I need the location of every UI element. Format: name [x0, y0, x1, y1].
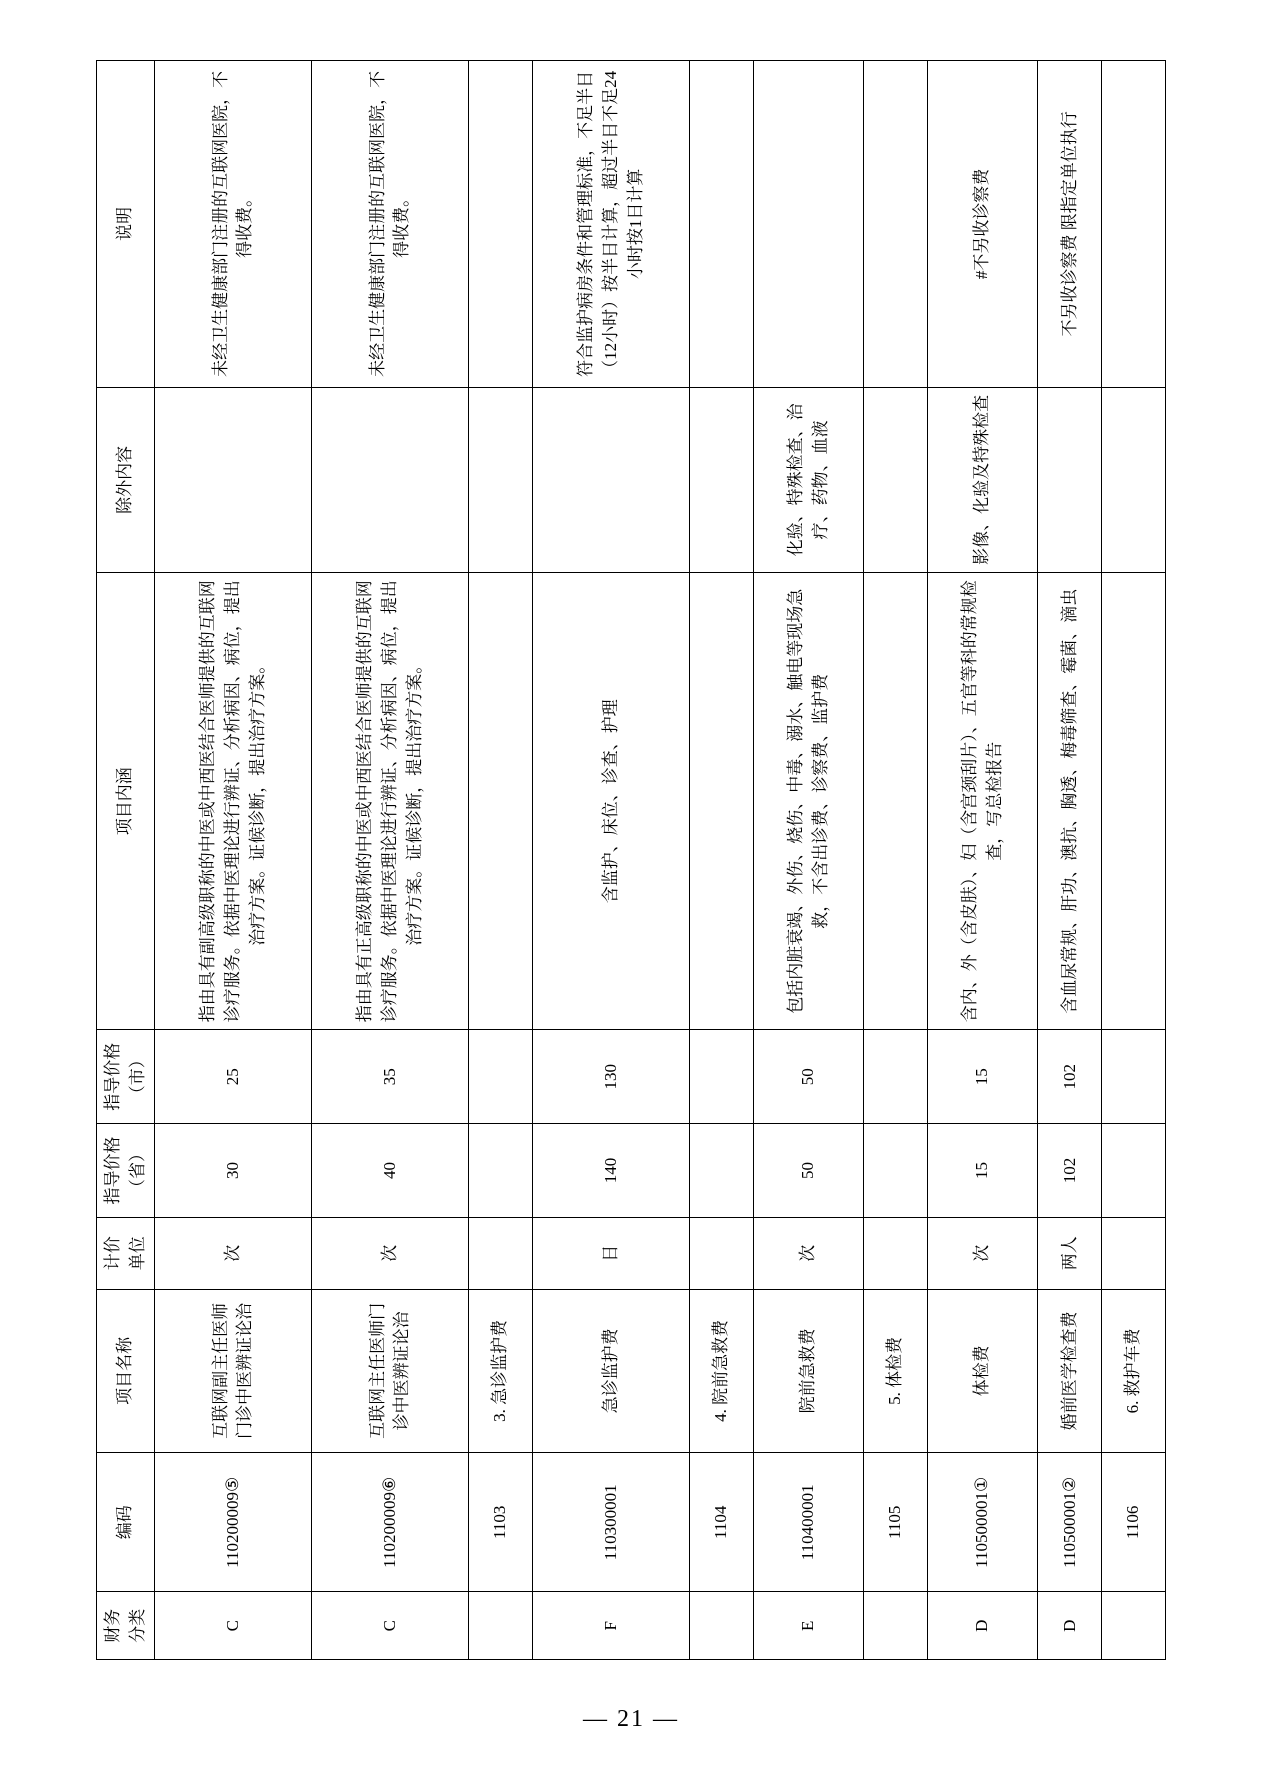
cell-finance-class: C: [155, 1592, 312, 1660]
cell-exclusions: [690, 387, 754, 572]
header-price-province-line2: （省）: [127, 1144, 147, 1196]
cell-item-name: 5. 体检费: [864, 1289, 928, 1452]
cell-item-name: 互联网主任医师门诊中医辨证论治: [312, 1289, 469, 1452]
price-catalog-table: [96, 60, 1166, 1660]
cell-finance-class: [690, 1592, 754, 1660]
cell-unit: 次: [753, 1217, 863, 1289]
cell-item-name: 3. 急诊监护费: [469, 1289, 533, 1452]
cell-unit: 次: [155, 1217, 312, 1289]
cell-code: 1103: [469, 1453, 533, 1592]
table-group-row: [1102, 61, 1166, 1660]
cell-item-name: 体检费: [928, 1289, 1038, 1452]
table-row: [1038, 61, 1102, 1660]
cell-price-city: 25: [155, 1030, 312, 1124]
cell-price-province: [469, 1124, 533, 1218]
cell-finance-class: F: [533, 1592, 690, 1660]
cell-price-province: [864, 1124, 928, 1218]
header-price-province-line1: 指导价格: [103, 1136, 122, 1205]
cell-code: 110500001①: [928, 1453, 1038, 1592]
cell-connotation: 包括内脏衰竭、外伤、烧伤、中毒、溺水、触电等现场急救，不含出诊费、诊察费、监护费: [753, 572, 863, 1029]
cell-connotation: [1102, 572, 1166, 1029]
header-exclusions: 除外内容: [97, 387, 155, 572]
cell-exclusions: [1102, 387, 1166, 572]
cell-price-city: 50: [753, 1030, 863, 1124]
cell-price-province: 30: [155, 1124, 312, 1218]
rotated-table-wrapper: [96, 60, 1166, 1660]
header-price-city-line2: （市）: [127, 1051, 147, 1103]
cell-exclusions: [469, 387, 533, 572]
cell-finance-class: E: [753, 1592, 863, 1660]
cell-price-province: 50: [753, 1124, 863, 1218]
cell-notes: 不另收诊察费 限指定单位执行: [1038, 61, 1102, 388]
cell-unit: [469, 1217, 533, 1289]
cell-notes: [690, 61, 754, 388]
header-finance-class-line2: 分类: [127, 1608, 147, 1643]
cell-price-province: 15: [928, 1124, 1038, 1218]
header-unit: [97, 1217, 155, 1289]
cell-item-name: 院前急救费: [753, 1289, 863, 1452]
cell-connotation: 含内、外（含皮肤）、妇（含宫颈刮片）、五官等科的常规检查，写总检报告: [928, 572, 1038, 1029]
cell-exclusions: 化验、特殊检查、治疗、药物、血液: [753, 387, 863, 572]
table-row: [155, 61, 312, 1660]
header-finance-class-line1: 财务: [103, 1608, 122, 1643]
cell-notes: [1102, 61, 1166, 388]
header-code: 编码: [97, 1453, 155, 1592]
cell-exclusions: [155, 387, 312, 572]
cell-code: 110200009⑥: [312, 1453, 469, 1592]
cell-unit: 次: [312, 1217, 469, 1289]
cell-item-name: 婚前医学检查费: [1038, 1289, 1102, 1452]
cell-unit: [864, 1217, 928, 1289]
header-price-city: [97, 1030, 155, 1124]
cell-connotation: [690, 572, 754, 1029]
cell-price-city: 130: [533, 1030, 690, 1124]
cell-finance-class: C: [312, 1592, 469, 1660]
cell-price-province: [690, 1124, 754, 1218]
cell-price-city: [864, 1030, 928, 1124]
cell-notes: 符合监护病房条件和管理标准，不足半日（12小时）按半日计算，超过半日不足24小时按1日计算: [533, 61, 690, 388]
page-number: — 21 —: [583, 1706, 679, 1732]
cell-connotation: [469, 572, 533, 1029]
cell-price-city: [469, 1030, 533, 1124]
table-row: [533, 61, 690, 1660]
cell-price-province: 102: [1038, 1124, 1102, 1218]
cell-code: 110500001②: [1038, 1453, 1102, 1592]
cell-price-city: 35: [312, 1030, 469, 1124]
cell-notes: [469, 61, 533, 388]
cell-finance-class: [1102, 1592, 1166, 1660]
cell-price-city: 15: [928, 1030, 1038, 1124]
cell-connotation: 指由具有正高级职称的中医或中西医结合医师提供的互联网诊疗服务。依据中医理论进行辨证、分析病因、病位，提出治疗方案。证候诊断，提出治疗方案。: [312, 572, 469, 1029]
cell-code: 1104: [690, 1453, 754, 1592]
cell-finance-class: D: [1038, 1592, 1102, 1660]
cell-exclusions: [533, 387, 690, 572]
cell-exclusions: [1038, 387, 1102, 572]
cell-unit: [690, 1217, 754, 1289]
cell-finance-class: D: [928, 1592, 1038, 1660]
cell-item-name: 4. 院前急救费: [690, 1289, 754, 1452]
cell-code: 110200009⑤: [155, 1453, 312, 1592]
cell-notes: 未经卫生健康部门注册的互联网医院，不得收费。: [312, 61, 469, 388]
cell-connotation: 指由具有副高级职称的中医或中西医结合医师提供的互联网诊疗服务。依据中医理论进行辨证、分析病因、病位，提出治疗方案。证候诊断，提出治疗方案。: [155, 572, 312, 1029]
table-row: [753, 61, 863, 1660]
cell-exclusions: [864, 387, 928, 572]
cell-price-city: [690, 1030, 754, 1124]
table-group-row: [690, 61, 754, 1660]
header-price-province: [97, 1124, 155, 1218]
cell-price-city: 102: [1038, 1030, 1102, 1124]
cell-connotation: [864, 572, 928, 1029]
cell-price-province: 140: [533, 1124, 690, 1218]
cell-price-province: 40: [312, 1124, 469, 1218]
cell-code: 110400001: [753, 1453, 863, 1592]
cell-price-city: [1102, 1030, 1166, 1124]
table-row: [928, 61, 1038, 1660]
cell-notes: [753, 61, 863, 388]
table-row: [312, 61, 469, 1660]
header-price-city-line1: 指导价格: [103, 1042, 122, 1111]
cell-unit: [1102, 1217, 1166, 1289]
table-group-row: [864, 61, 928, 1660]
table-body: [155, 61, 1166, 1660]
cell-unit: 两人: [1038, 1217, 1102, 1289]
cell-exclusions: [312, 387, 469, 572]
cell-exclusions: 影像、化验及特殊检查: [928, 387, 1038, 572]
cell-unit: 次: [928, 1217, 1038, 1289]
header-item-name: 项目名称: [97, 1289, 155, 1452]
table-header-row: [97, 61, 155, 1660]
cell-notes: #不另收诊察费: [928, 61, 1038, 388]
cell-item-name: 6. 救护车费: [1102, 1289, 1166, 1452]
cell-code: 1106: [1102, 1453, 1166, 1592]
cell-finance-class: [864, 1592, 928, 1660]
cell-finance-class: [469, 1592, 533, 1660]
cell-connotation: 含血尿常规、肝功、澳抗、胸透、梅毒筛查、霉菌、滴虫: [1038, 572, 1102, 1029]
cell-code: 110300001: [533, 1453, 690, 1592]
cell-notes: [864, 61, 928, 388]
cell-price-province: [1102, 1124, 1166, 1218]
header-notes: 说明: [97, 61, 155, 388]
cell-code: 1105: [864, 1453, 928, 1592]
header-unit-line2: 单位: [127, 1236, 147, 1271]
cell-item-name: 互联网副主任医师门诊中医辨证论治: [155, 1289, 312, 1452]
cell-connotation: 含监护、床位、诊查、护理: [533, 572, 690, 1029]
cell-item-name: 急诊监护费: [533, 1289, 690, 1452]
header-connotation: 项目内涵: [97, 572, 155, 1029]
table-group-row: [469, 61, 533, 1660]
cell-unit: 日: [533, 1217, 690, 1289]
header-finance-class: [97, 1592, 155, 1660]
cell-notes: 未经卫生健康部门注册的互联网医院，不得收费。: [155, 61, 312, 388]
header-unit-line1: 计价: [103, 1236, 122, 1271]
